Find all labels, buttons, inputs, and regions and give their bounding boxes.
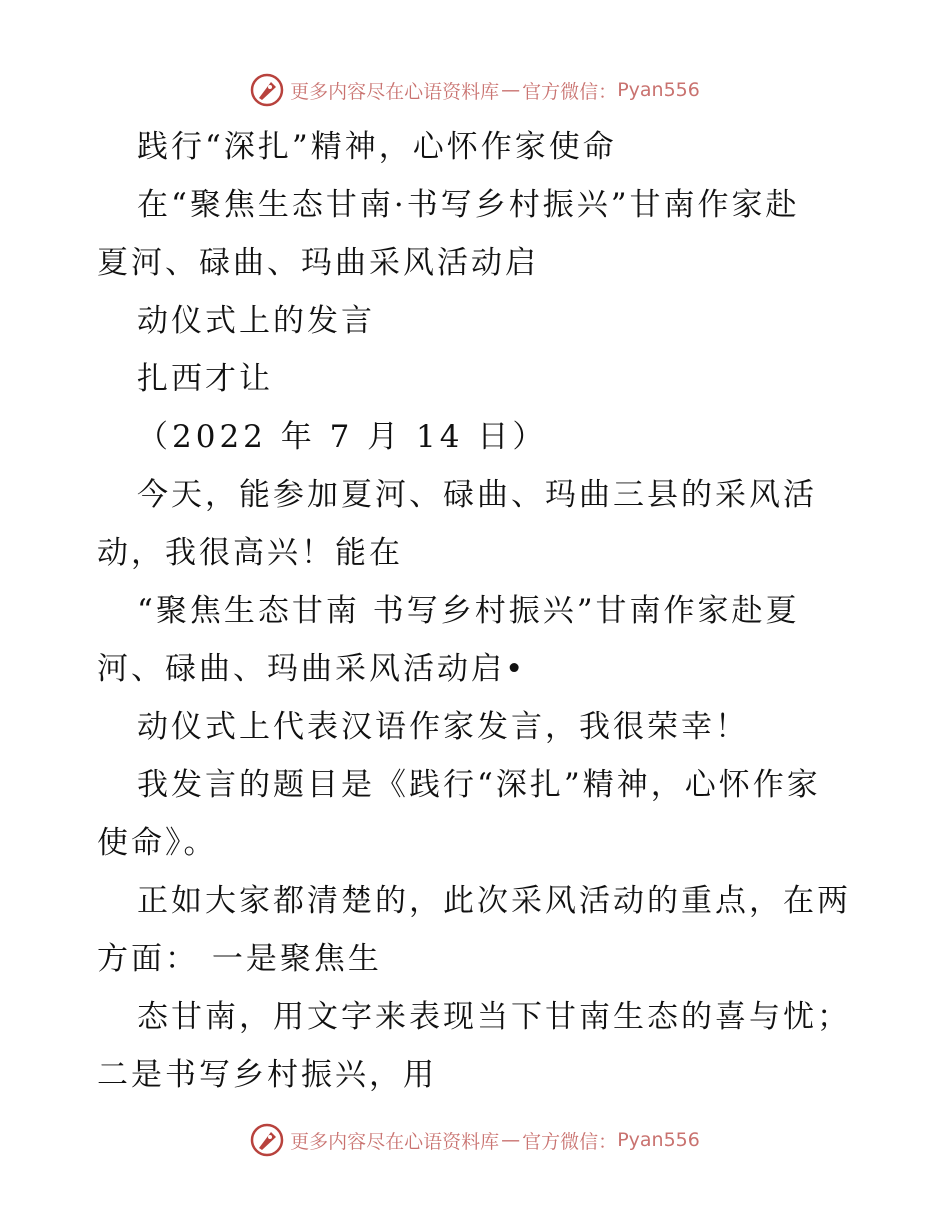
paragraph-line: 河、碌曲、玛曲采风活动启• (97, 651, 527, 687)
paragraph-line: 动，我很高兴！能在 (97, 535, 403, 571)
watermark-id: Pyan556 (617, 1129, 700, 1151)
watermark-dash: — (501, 79, 521, 101)
paragraph-line: 正如大家都清楚的，此次采风活动的重点，在两 (137, 883, 851, 919)
watermark-label: 官方微信： (522, 80, 618, 103)
paragraph-line: 我发言的题目是《践行“深扎”精神，心怀作家 (137, 767, 821, 803)
paragraph-line: 方面： 一是聚焦生 (97, 941, 382, 977)
watermark-dash: — (501, 1129, 521, 1151)
paragraph-line: 二是书写乡村振兴，用 (97, 1057, 437, 1093)
subtitle-line-3: 动仪式上的发言 (137, 303, 375, 339)
document-title: 践行“深扎”精神，心怀作家使命 (137, 129, 617, 165)
watermark-id: Pyan556 (617, 79, 700, 101)
paragraph-line: 今天，能参加夏河、碌曲、玛曲三县的采风活 (137, 477, 817, 513)
pen-nib-logo-icon (250, 1123, 284, 1157)
watermark-text: 更多内容尽在心语资料库 (290, 80, 500, 103)
watermark-label: 官方微信： (522, 1130, 618, 1153)
watermark-footer (0, 1120, 950, 1160)
paragraph-line: 态甘南，用文字来表现当下甘南生态的喜与忧； (137, 999, 851, 1035)
author-name: 扎西才让 (137, 361, 273, 397)
pen-nib-logo-icon (250, 73, 284, 107)
document-body (97, 118, 857, 1104)
paragraph-line: 动仪式上代表汉语作家发言，我很荣幸！ (137, 709, 749, 745)
watermark-header (0, 70, 950, 110)
watermark-text: 更多内容尽在心语资料库 (290, 1130, 500, 1153)
subtitle-line-2: 夏河、碌曲、玛曲采风活动启 (97, 245, 539, 281)
speech-date: （2022 年 7 月 14 日） (137, 419, 548, 455)
subtitle-line-1: 在“聚焦生态甘南·书写乡村振兴”甘南作家赴 (137, 187, 800, 223)
paragraph-line: 使命》。 (97, 825, 218, 861)
paragraph-line: “聚焦生态甘南 书写乡村振兴”甘南作家赴夏 (137, 593, 800, 629)
